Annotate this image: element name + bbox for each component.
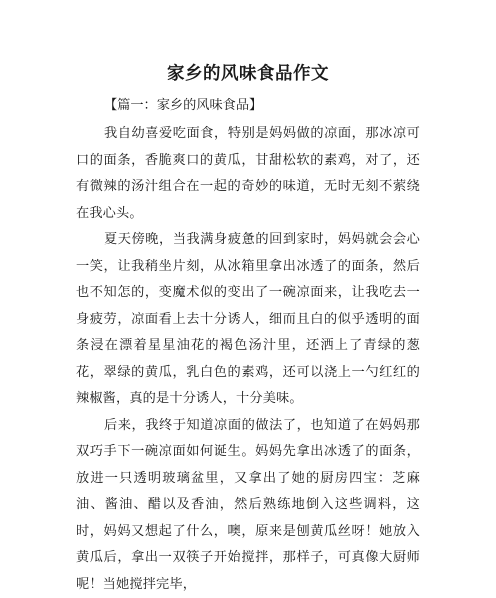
paragraph-1: 我自幼喜爱吃面食，特别是妈妈做的凉面，那冰凉可口的面条，香脆爽口的黄瓜，甘甜松软的素鸡，对了，还有微辣的汤汁组合在一起的奇妙的味道，无时无刻不萦绕在我心头。	[76, 121, 420, 227]
section-heading: 【篇一：家乡的风味食品】	[76, 95, 420, 117]
document-title: 家乡的风味食品作文	[76, 63, 420, 85]
paragraph-2: 夏天傍晚，当我满身疲惫的回到家时，妈妈就会会心一笑，让我稍坐片刻，从冰箱里拿出冰透了的面条，然后也不知怎的，变魔术似的变出了一碗凉面来，让我吃去一身疲劳，凉面看上去十分诱人，细而且白的似乎透明的面条浸在漂着星星油花的褐色汤汁里，还洒上了青绿的葱花，翠绿的黄瓜，乳白色的素鸡，还可以浇上一勺红红的辣椒酱，真的是十分诱人，十分美味。	[76, 227, 420, 413]
paragraph-3: 后来，我终于知道凉面的做法了，也知道了在妈妈那双巧手下一碗凉面如何诞生。妈妈先拿出冰透了的面条，放进一只透明玻璃盆里，又拿出了她的厨房四宝：芝麻油、酱油、醋以及香油，然后熟练地倒入这些调料，这时，妈妈又想起了什么，噢，原来是刨黄瓜丝呀！她放入黄瓜后，拿出一双筷子开始搅拌，那样子，可真像大厨师呢！当她搅拌完毕，	[76, 413, 420, 598]
